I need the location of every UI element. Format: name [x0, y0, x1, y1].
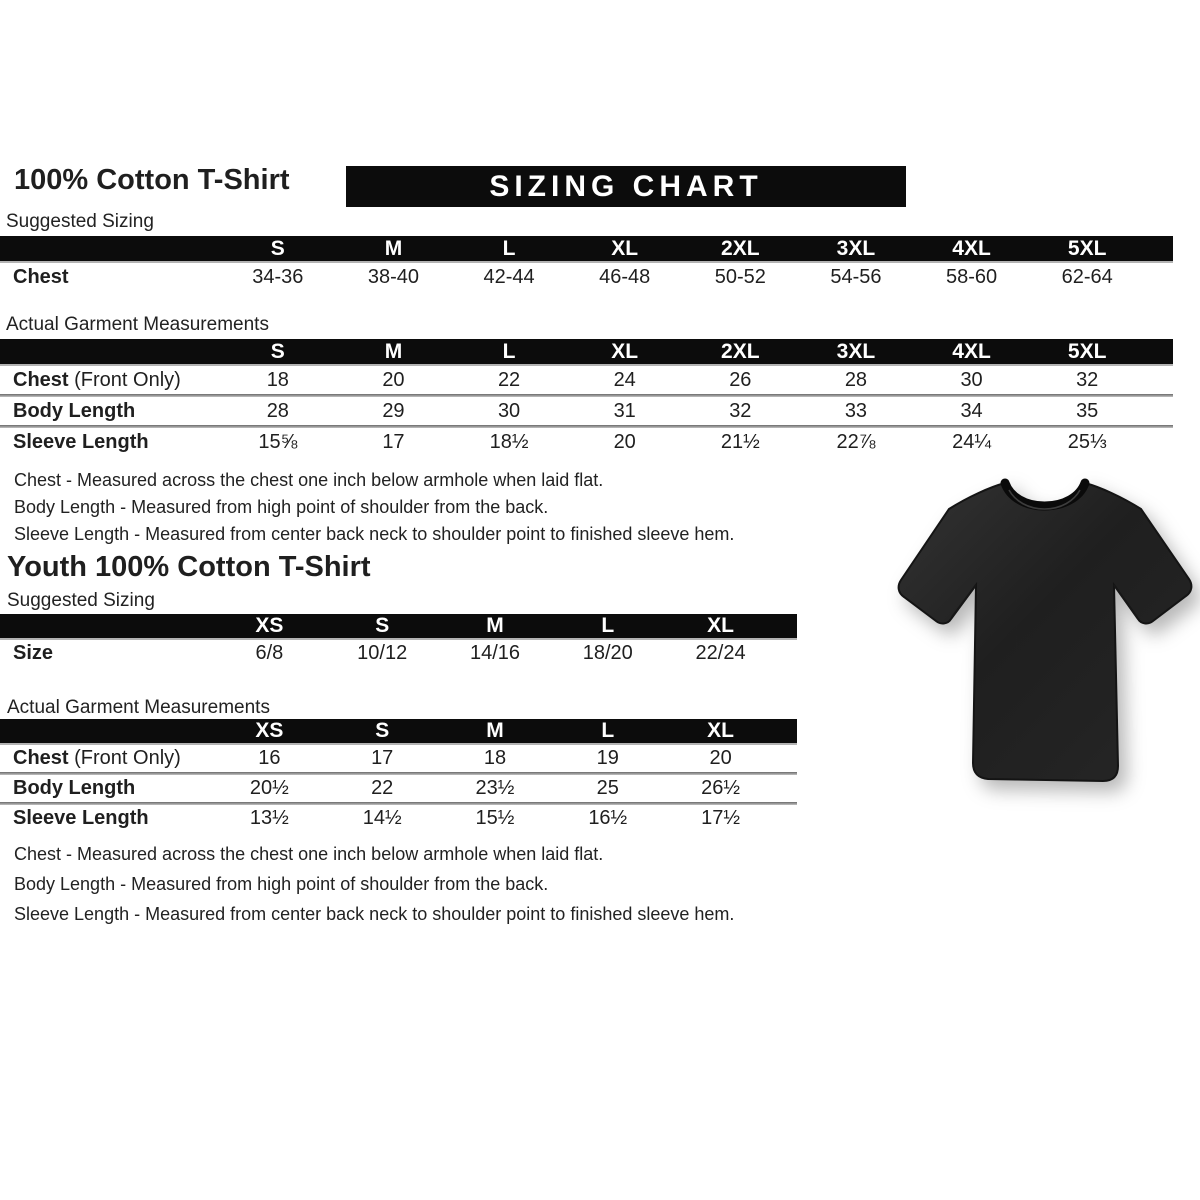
body-length-measurement: 23½ [475, 777, 515, 799]
row-label-sleeve-length: Sleeve Length [13, 430, 149, 453]
youth-actual-header-row [0, 719, 797, 745]
youth-suggested-sizing-table [0, 614, 797, 667]
youth-size-value: 14/16 [469, 642, 521, 664]
row-label-qualifier: (Front Only) [68, 368, 181, 391]
sleeve-length-measurement: 14½ [362, 807, 402, 829]
size-col-header-xl: XL [707, 614, 734, 637]
size-col-header-4xl: 4XL [952, 339, 991, 363]
measurement-note-chest: Chest - Measured across the chest one inch below armhole when laid flat. [14, 844, 604, 864]
size-col-header-m: M [384, 236, 403, 260]
body-length-measurement: 20½ [249, 777, 289, 799]
adult-actual-header-row [0, 339, 1173, 366]
adult-actual-measurements-table [0, 339, 1173, 456]
body-length-measurement: 29 [382, 399, 405, 422]
chest-measurement: 26 [729, 368, 752, 391]
chest-range-value: 46-48 [599, 265, 651, 288]
chest-measurement: 22 [497, 368, 521, 391]
youth-suggested-sizing-label: Suggested Sizing [7, 590, 155, 611]
row-label-qualifier: (Front Only) [68, 747, 181, 769]
row-label-chest-front-only [0, 369, 220, 392]
size-col-header-s: S [270, 339, 285, 363]
adult-chest-front-only-row [0, 366, 1173, 394]
sleeve-length-measurement: 17 [382, 430, 405, 453]
size-col-header-xs: XS [255, 719, 284, 742]
sizing-chart-banner-text: SIZING CHART [489, 169, 763, 203]
adult-suggested-sizing-label: Suggested Sizing [6, 211, 154, 232]
chest-range-value: 58-60 [945, 265, 998, 288]
sleeve-length-measurement: 15⅝ [258, 430, 298, 453]
size-col-header-m: M [486, 614, 504, 637]
size-col-header-s: S [375, 614, 390, 637]
size-col-header-xl: XL [611, 236, 639, 260]
size-col-header-2xl: 2XL [721, 236, 760, 260]
chest-measurement: 16 [258, 747, 281, 769]
youth-chest-front-only-row [0, 745, 797, 772]
measurement-note-chest: Chest - Measured across the chest one inch below armhole when laid flat. [14, 470, 604, 490]
adult-body-length-row [0, 397, 1173, 425]
product-title: 100% Cotton T-Shirt [14, 164, 290, 196]
sleeve-length-measurement: 13½ [249, 807, 289, 829]
youth-sleeve-length-row [0, 805, 797, 832]
sleeve-length-measurement: 20 [613, 430, 636, 453]
size-col-header-xl: XL [611, 339, 639, 363]
size-col-header-xs: XS [255, 614, 284, 637]
chest-range-value: 62-64 [1061, 265, 1113, 288]
chest-measurement: 17 [371, 747, 394, 769]
row-label-chest: Chest [13, 265, 69, 288]
sleeve-length-measurement: 21½ [720, 430, 760, 453]
size-col-header-m: M [486, 719, 504, 742]
row-label-body-length: Body Length [13, 777, 136, 799]
chest-range-value: 38-40 [367, 265, 420, 288]
row-label-sleeve-length: Sleeve Length [13, 807, 149, 829]
size-col-header-l: L [502, 236, 516, 260]
youth-product-title: Youth 100% Cotton T-Shirt [7, 551, 371, 583]
measurement-note-body-length: Body Length - Measured from high point of shoulder from the back. [14, 497, 549, 517]
tshirt-collar [1005, 483, 1085, 506]
sleeve-length-measurement: 18½ [489, 430, 529, 453]
chest-range-value: 50-52 [714, 265, 766, 288]
body-length-measurement: 26½ [701, 777, 741, 799]
sleeve-length-measurement: 17½ [701, 807, 741, 829]
body-length-measurement: 31 [613, 399, 636, 422]
measurement-note-sleeve-length: Sleeve Length - Measured from center back neck to shoulder point to finished sleeve hem. [14, 524, 735, 544]
body-length-measurement: 25 [596, 777, 619, 799]
chest-measurement: 32 [1076, 368, 1099, 391]
size-col-header-l: L [502, 339, 516, 363]
measurement-note-sleeve-length: Sleeve Length - Measured from center back neck to shoulder point to finished sleeve hem. [14, 904, 735, 924]
sleeve-length-measurement: 25⅓ [1067, 430, 1107, 453]
body-length-measurement: 28 [266, 399, 289, 422]
chest-measurement: 18 [483, 747, 507, 769]
chest-range-value: 42-44 [483, 265, 535, 288]
size-col-header-4xl: 4XL [952, 236, 991, 260]
chest-range-value: 54-56 [830, 265, 882, 288]
adult-suggested-sizing-table [0, 236, 1173, 291]
youth-actual-measurements-table [0, 719, 797, 832]
size-col-header-5xl: 5XL [1067, 236, 1107, 260]
size-col-header-3xl: 3XL [836, 236, 876, 260]
size-col-header-l: L [601, 719, 615, 742]
row-label-chest-front-only [0, 747, 213, 770]
youth-body-length-row [0, 775, 797, 802]
sleeve-length-measurement: 16½ [588, 807, 628, 829]
tshirt-body-shape [899, 483, 1192, 781]
size-col-header-3xl: 3XL [836, 339, 876, 363]
youth-suggested-header-row [0, 614, 797, 640]
adult-actual-measurements-label: Actual Garment Measurements [6, 314, 269, 335]
size-col-header-xl: XL [707, 719, 734, 742]
sizing-chart-banner [346, 166, 906, 207]
size-col-header-2xl: 2XL [721, 339, 760, 363]
row-label-body-length: Body Length [13, 399, 136, 422]
youth-actual-measurements-label: Actual Garment Measurements [7, 697, 270, 718]
tshirt-image [892, 468, 1198, 813]
adult-chest-range-row [0, 263, 1173, 291]
chest-measurement: 30 [960, 368, 983, 391]
size-col-header-s: S [270, 236, 285, 260]
measurement-note-body-length: Body Length - Measured from high point of shoulder from the back. [14, 874, 549, 894]
chest-measurement: 20 [382, 368, 405, 391]
chest-measurement: 19 [596, 747, 619, 769]
youth-size-value: 18/20 [582, 642, 633, 664]
adult-sleeve-length-row [0, 428, 1173, 456]
chest-measurement: 20 [709, 747, 732, 769]
body-length-measurement: 32 [729, 399, 752, 422]
row-label-main: Chest [13, 747, 69, 769]
chest-measurement: 24 [613, 368, 636, 391]
youth-size-row [0, 640, 797, 667]
youth-size-value: 6/8 [255, 642, 284, 664]
body-length-measurement: 22 [371, 777, 394, 799]
row-label-size: Size [13, 642, 54, 664]
body-length-measurement: 33 [844, 399, 868, 422]
size-col-header-s: S [375, 719, 390, 742]
body-length-measurement: 30 [497, 399, 521, 422]
youth-size-value: 22/24 [695, 642, 746, 664]
row-label-main: Chest [13, 368, 69, 391]
youth-size-value: 10/12 [357, 642, 408, 664]
sleeve-length-measurement: 15½ [475, 807, 515, 829]
chest-measurement: 18 [266, 368, 289, 391]
body-length-measurement: 34 [960, 399, 983, 422]
size-col-header-m: M [384, 339, 403, 363]
size-col-header-5xl: 5XL [1067, 339, 1107, 363]
sleeve-length-measurement: 22⅞ [836, 430, 876, 453]
chest-measurement: 28 [844, 368, 868, 391]
body-length-measurement: 35 [1076, 399, 1099, 422]
adult-suggested-header-row [0, 236, 1173, 263]
sleeve-length-measurement: 24¼ [952, 430, 992, 453]
chest-range-value: 34-36 [252, 265, 304, 288]
size-col-header-l: L [601, 614, 615, 637]
